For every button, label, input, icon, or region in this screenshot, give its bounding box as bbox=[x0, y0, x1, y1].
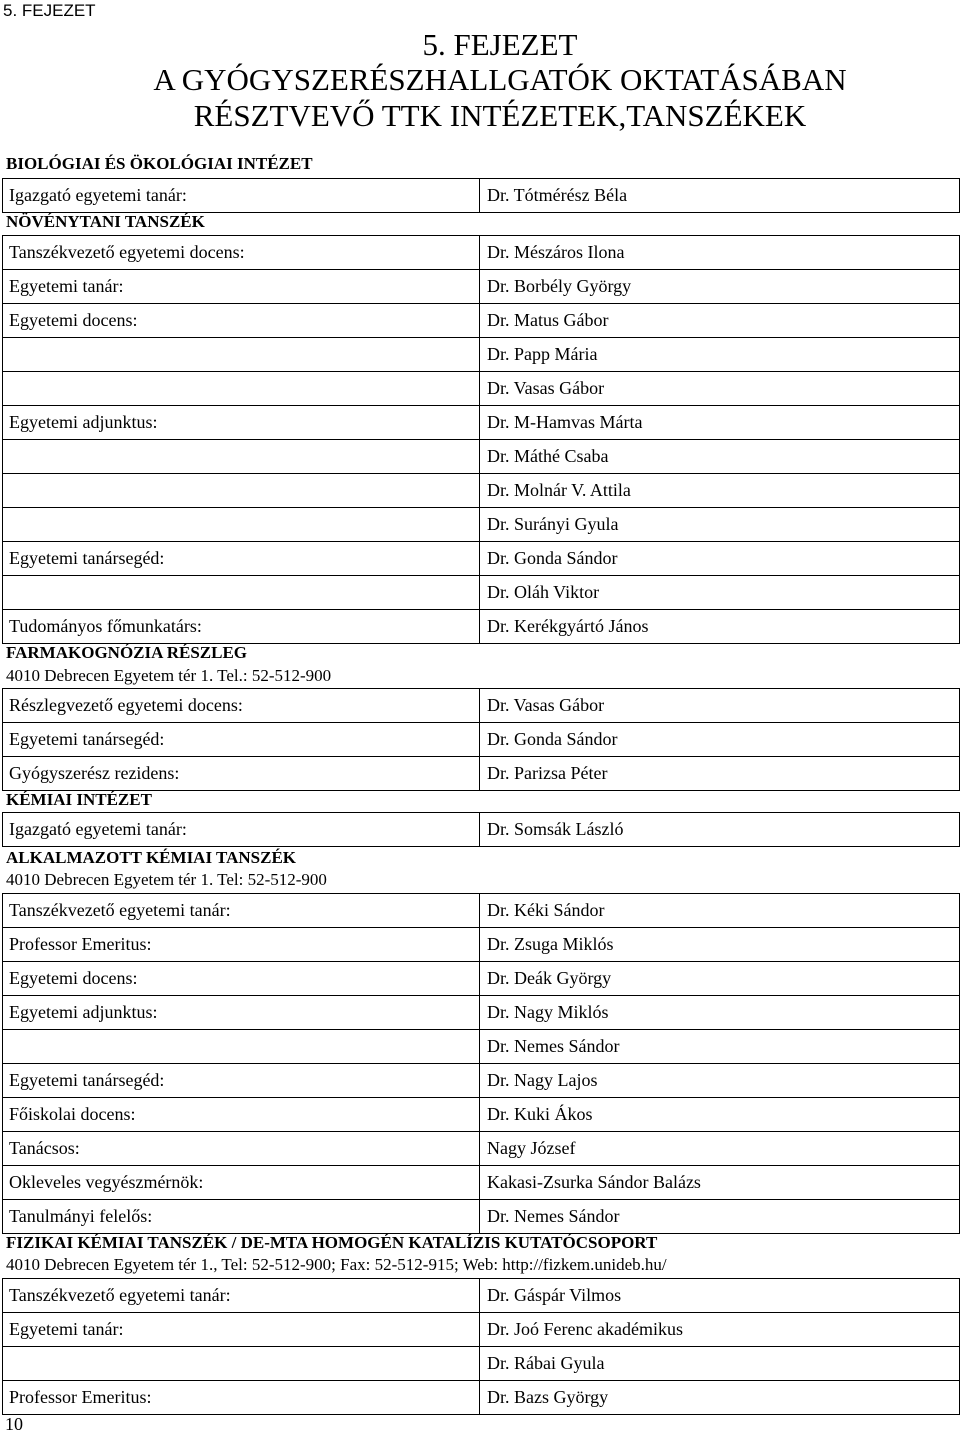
role-cell: Igazgató egyetemi tanár: bbox=[3, 179, 480, 213]
table-row bbox=[3, 1347, 960, 1381]
address-physchem: 4010 Debrecen Egyetem tér 1., Tel: 52-512-900; Fax: 52-512-915; Web: http://fizkem.unideb.hu/ bbox=[6, 1255, 667, 1274]
name-cell: Dr. Molnár V. Attila bbox=[480, 474, 960, 508]
staff-table-physchem bbox=[2, 1278, 960, 1415]
name-cell: Dr. Papp Mária bbox=[480, 338, 960, 372]
page-number: 10 bbox=[5, 1414, 23, 1434]
name-cell: Dr. M-Hamvas Márta bbox=[480, 406, 960, 440]
table-row bbox=[3, 1381, 960, 1415]
name-cell: Dr. Oláh Viktor bbox=[480, 576, 960, 610]
table-row bbox=[3, 723, 960, 757]
table-row bbox=[3, 962, 960, 996]
role-cell: Tanszékvezető egyetemi tanár: bbox=[3, 894, 480, 928]
name-cell: Dr. Vasas Gábor bbox=[480, 689, 960, 723]
table-row bbox=[3, 757, 960, 791]
name-cell: Dr. Kerékgyártó János bbox=[480, 610, 960, 644]
role-cell: Egyetemi tanár: bbox=[3, 1313, 480, 1347]
role-cell bbox=[3, 338, 480, 372]
staff-table-botany bbox=[2, 235, 960, 644]
table-row bbox=[3, 508, 960, 542]
role-cell: Igazgató egyetemi tanár: bbox=[3, 813, 480, 847]
table-row bbox=[3, 236, 960, 270]
role-cell bbox=[3, 474, 480, 508]
role-cell: Egyetemi docens: bbox=[3, 304, 480, 338]
name-cell: Dr. Nagy Lajos bbox=[480, 1064, 960, 1098]
section-heading-botany: NÖVÉNYTANI TANSZÉK bbox=[6, 212, 205, 231]
table-row bbox=[3, 689, 960, 723]
role-cell bbox=[3, 440, 480, 474]
name-cell: Dr. Máthé Csaba bbox=[480, 440, 960, 474]
name-cell: Dr. Joó Ferenc akadémikus bbox=[480, 1313, 960, 1347]
address-applied-chem: 4010 Debrecen Egyetem tér 1. Tel: 52-512-900 bbox=[6, 870, 327, 889]
role-cell: Professor Emeritus: bbox=[3, 928, 480, 962]
table-row bbox=[3, 576, 960, 610]
role-cell: Egyetemi tanársegéd: bbox=[3, 1064, 480, 1098]
staff-table-bio-institute bbox=[2, 178, 960, 213]
chapter-title-line-1: A GYÓGYSZERÉSZHALLGATÓK OKTATÁSÁBAN bbox=[153, 62, 847, 97]
table-row bbox=[3, 372, 960, 406]
name-cell: Dr. Parizsa Péter bbox=[480, 757, 960, 791]
staff-table-chem-institute bbox=[2, 812, 960, 847]
name-cell: Dr. Bazs György bbox=[480, 1381, 960, 1415]
role-cell: Egyetemi tanár: bbox=[3, 270, 480, 304]
name-cell: Dr. Vasas Gábor bbox=[480, 372, 960, 406]
name-cell: Dr. Zsuga Miklós bbox=[480, 928, 960, 962]
table-row bbox=[3, 1279, 960, 1313]
role-cell: Gyógyszerész rezidens: bbox=[3, 757, 480, 791]
staff-table-pharmacognosy bbox=[2, 688, 960, 791]
role-cell bbox=[3, 1347, 480, 1381]
role-cell: Tanulmányi felelős: bbox=[3, 1200, 480, 1234]
table-row bbox=[3, 474, 960, 508]
section-heading-physchem: FIZIKAI KÉMIAI TANSZÉK / DE-MTA HOMOGÉN KATALÍZIS KUTATÓCSOPORT bbox=[6, 1233, 658, 1252]
role-cell: Professor Emeritus: bbox=[3, 1381, 480, 1415]
table-row bbox=[3, 406, 960, 440]
role-cell: Egyetemi adjunktus: bbox=[3, 996, 480, 1030]
section-heading-chem-institute: KÉMIAI INTÉZET bbox=[6, 790, 152, 809]
role-cell bbox=[3, 1030, 480, 1064]
table-row bbox=[3, 996, 960, 1030]
table-row bbox=[3, 542, 960, 576]
name-cell: Dr. Mészáros Ilona bbox=[480, 236, 960, 270]
name-cell: Dr. Nemes Sándor bbox=[480, 1030, 960, 1064]
name-cell: Dr. Nagy Miklós bbox=[480, 996, 960, 1030]
table-row bbox=[3, 1030, 960, 1064]
section-heading-applied-chem: ALKALMAZOTT KÉMIAI TANSZÉK bbox=[6, 848, 297, 867]
chapter-title-line-2: RÉSZTVEVŐ TTK INTÉZETEK,TANSZÉKEK bbox=[193, 98, 807, 133]
table-row bbox=[3, 813, 960, 847]
name-cell: Dr. Kéki Sándor bbox=[480, 894, 960, 928]
table-row bbox=[3, 440, 960, 474]
role-cell: Részlegvezető egyetemi docens: bbox=[3, 689, 480, 723]
table-row bbox=[3, 270, 960, 304]
role-cell: Tanácsos: bbox=[3, 1132, 480, 1166]
role-cell: Tanszékvezető egyetemi tanár: bbox=[3, 1279, 480, 1313]
name-cell: Dr. Gáspár Vilmos bbox=[480, 1279, 960, 1313]
role-cell: Egyetemi tanársegéd: bbox=[3, 542, 480, 576]
name-cell: Dr. Surányi Gyula bbox=[480, 508, 960, 542]
section-heading-bio-institute: BIOLÓGIAI ÉS ÖKOLÓGIAI INTÉZET bbox=[6, 154, 313, 173]
table-row bbox=[3, 1064, 960, 1098]
role-cell: Egyetemi tanársegéd: bbox=[3, 723, 480, 757]
name-cell: Dr. Somsák László bbox=[480, 813, 960, 847]
name-cell: Dr. Nemes Sándor bbox=[480, 1200, 960, 1234]
table-row bbox=[3, 338, 960, 372]
name-cell: Kakasi-Zsurka Sándor Balázs bbox=[480, 1166, 960, 1200]
role-cell bbox=[3, 372, 480, 406]
table-row bbox=[3, 928, 960, 962]
name-cell: Dr. Gonda Sándor bbox=[480, 542, 960, 576]
table-row bbox=[3, 894, 960, 928]
section-heading-pharmacognosy: FARMAKOGNÓZIA RÉSZLEG bbox=[6, 643, 248, 662]
role-cell: Egyetemi adjunktus: bbox=[3, 406, 480, 440]
name-cell: Dr. Borbély György bbox=[480, 270, 960, 304]
name-cell: Dr. Deák György bbox=[480, 962, 960, 996]
name-cell: Dr. Kuki Ákos bbox=[480, 1098, 960, 1132]
role-cell: Főiskolai docens: bbox=[3, 1098, 480, 1132]
role-cell: Tudományos főmunkatárs: bbox=[3, 610, 480, 644]
table-row bbox=[3, 1313, 960, 1347]
table-row bbox=[3, 179, 960, 213]
name-cell: Nagy József bbox=[480, 1132, 960, 1166]
name-cell: Dr. Matus Gábor bbox=[480, 304, 960, 338]
running-header: 5. FEJEZET bbox=[3, 1, 96, 20]
table-row bbox=[3, 1200, 960, 1234]
chapter-number: 5. FEJEZET bbox=[422, 27, 578, 62]
role-cell bbox=[3, 508, 480, 542]
staff-table-applied-chem bbox=[2, 893, 960, 1234]
table-row bbox=[3, 610, 960, 644]
role-cell bbox=[3, 576, 480, 610]
role-cell: Tanszékvezető egyetemi docens: bbox=[3, 236, 480, 270]
table-row bbox=[3, 304, 960, 338]
table-row bbox=[3, 1132, 960, 1166]
table-row bbox=[3, 1098, 960, 1132]
role-cell: Egyetemi docens: bbox=[3, 962, 480, 996]
name-cell: Dr. Gonda Sándor bbox=[480, 723, 960, 757]
table-row bbox=[3, 1166, 960, 1200]
name-cell: Dr. Tótmérész Béla bbox=[480, 179, 960, 213]
name-cell: Dr. Rábai Gyula bbox=[480, 1347, 960, 1381]
role-cell: Okleveles vegyészmérnök: bbox=[3, 1166, 480, 1200]
address-pharmacognosy: 4010 Debrecen Egyetem tér 1. Tel.: 52-512-900 bbox=[6, 666, 332, 685]
